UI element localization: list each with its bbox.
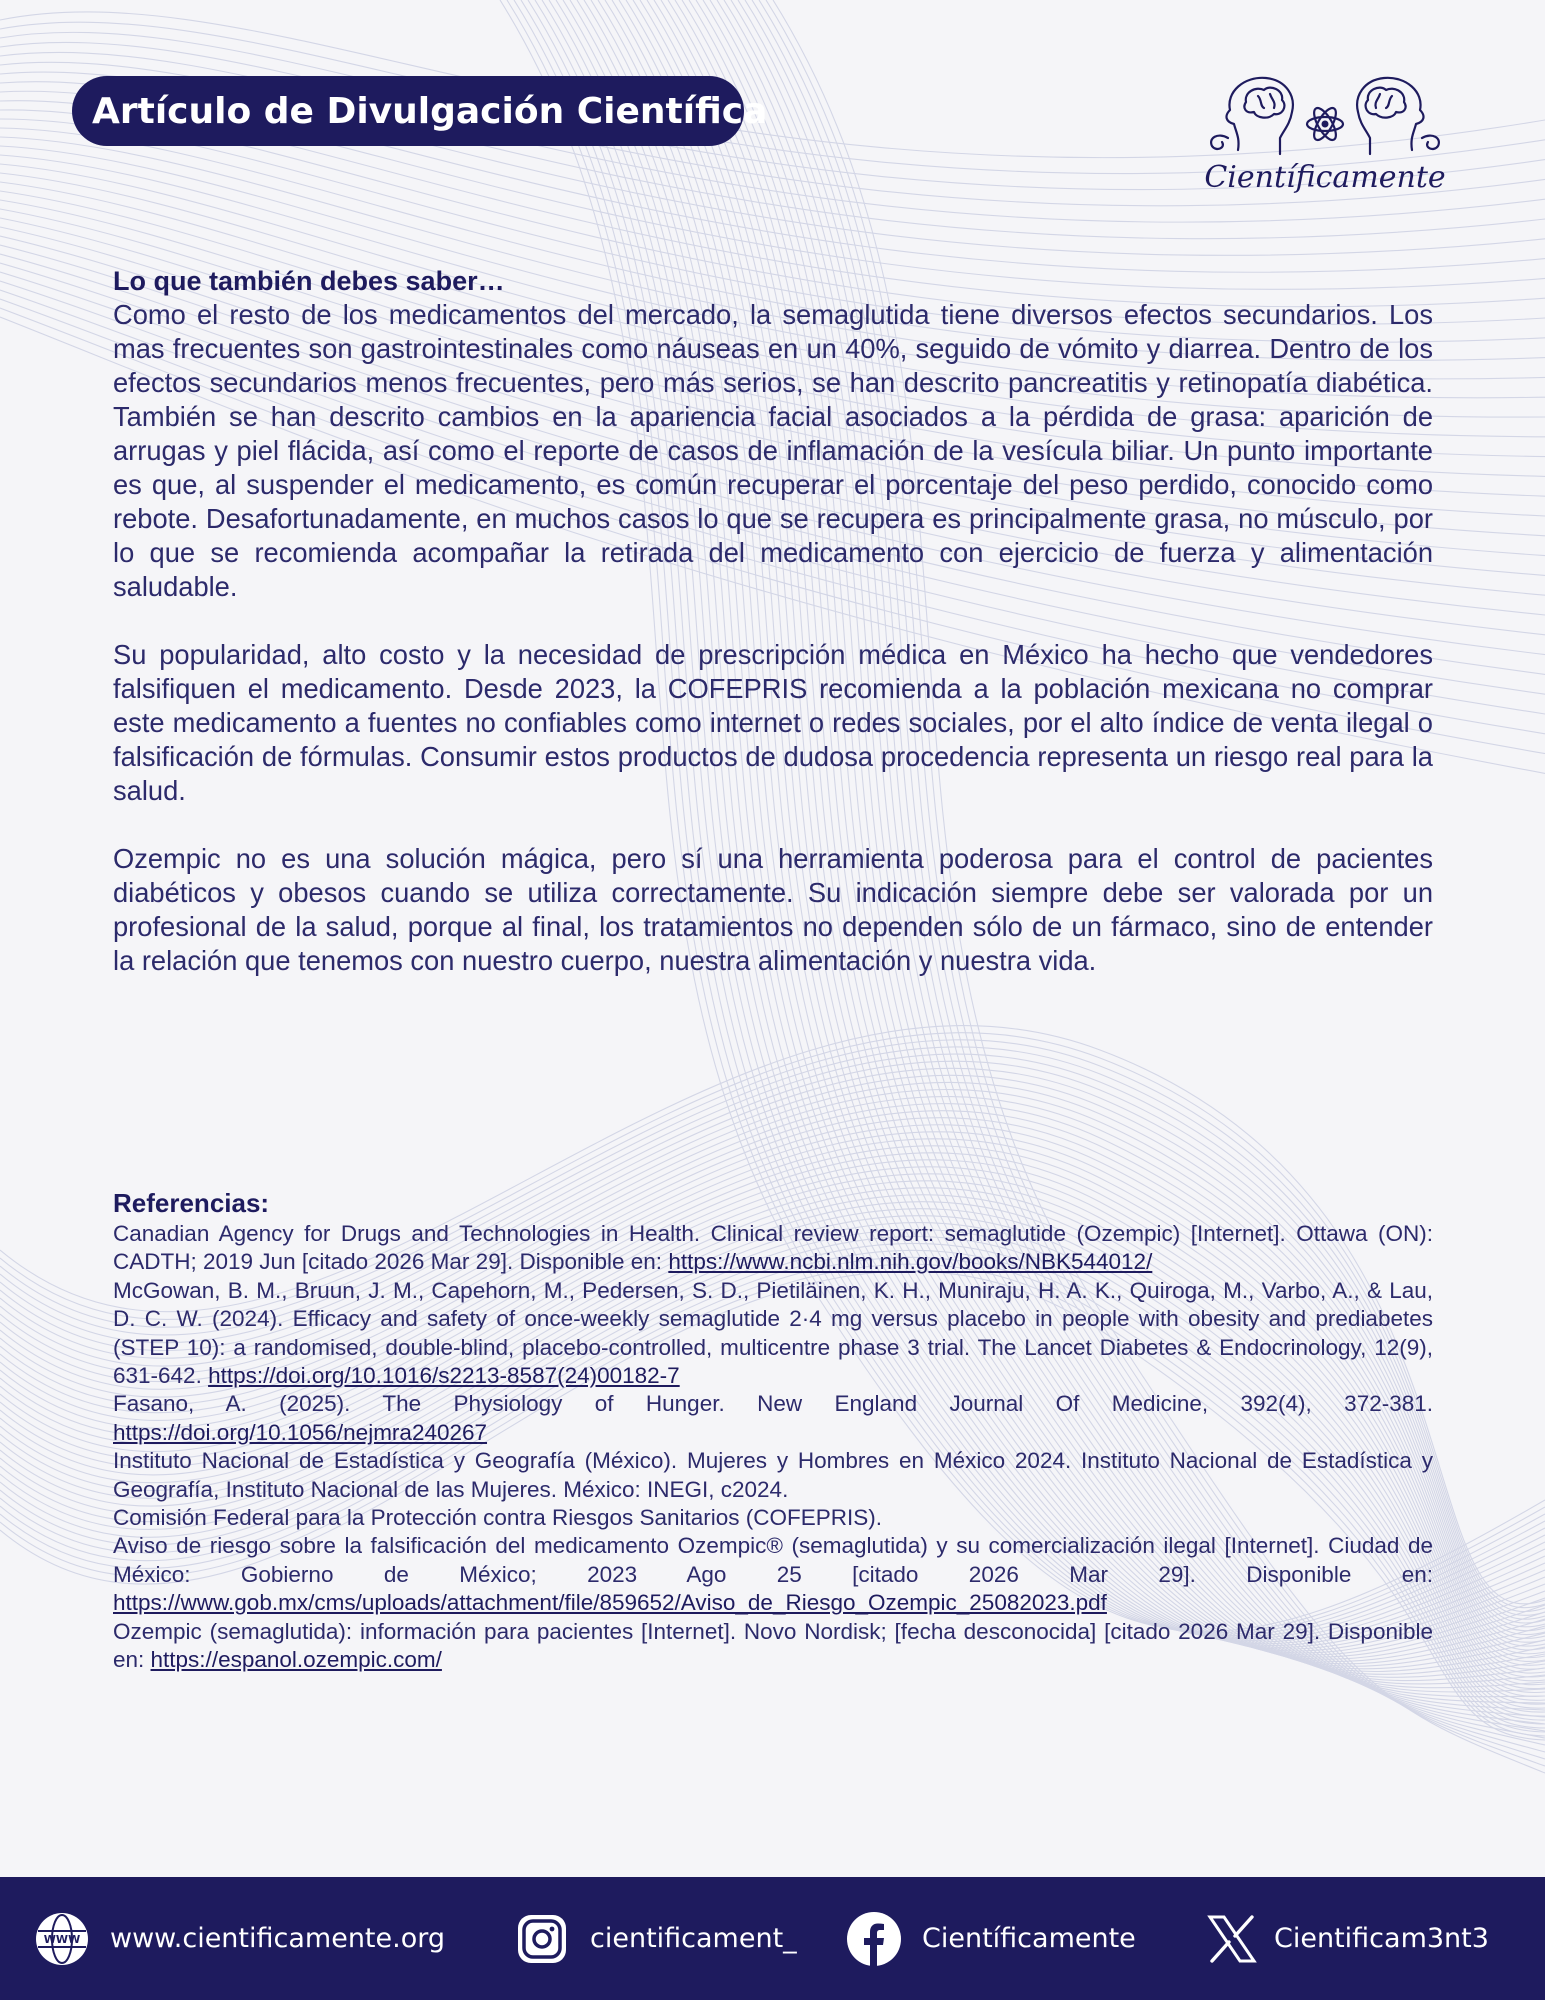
facebook-page[interactable]: Científicamente — [922, 1923, 1136, 1954]
page-title-badge — [72, 76, 768, 146]
page-title: Artículo de Divulgación Científica — [92, 90, 768, 132]
x-handle[interactable]: Cientificam3nt3 — [1274, 1923, 1489, 1954]
reference-item — [113, 1390, 1433, 1447]
reference-text: Comisión Federal para la Protección contra Riesgos Sanitarios (COFEPRIS). — [113, 1505, 883, 1531]
x-logo-icon — [1204, 1911, 1260, 1967]
reference-text: Aviso de riesgo sobre la falsificación del medicamento Ozempic® (semaglutida) y su comercialización ilegal [Internet]. Ciudad de México: Gobierno de México; 2023 Ago 25 [citado 2026 Mar 29]. Disponible en: — [113, 1533, 1433, 1587]
reference-link[interactable]: https://doi.org/10.1016/s2213-8587(24)00182-7 — [208, 1363, 680, 1389]
facebook-icon — [846, 1911, 902, 1967]
references-section — [113, 1186, 1433, 1675]
reference-text: Canadian Agency for Drugs and Technologies in Health. Clinical review report: semaglutide (Ozempic) [Internet]. Ottawa (ON): CADTH; 2019 Jun [citado 2026 Mar 29]. Disponible en: — [113, 1221, 1433, 1275]
reference-item — [113, 1220, 1433, 1277]
reference-item — [113, 1618, 1433, 1675]
reference-link[interactable]: https://espanol.ozempic.com/ — [150, 1647, 442, 1673]
reference-text: Fasano, A. (2025). The Physiology of Hunger. New England Journal Of Medicine, 392(4), 372-381. — [113, 1391, 1433, 1417]
instagram-handle[interactable]: cientificament_ — [590, 1923, 797, 1954]
instagram-icon — [514, 1911, 570, 1967]
reference-link[interactable]: https://www.ncbi.nlm.nih.gov/books/NBK544012/ — [668, 1249, 1153, 1275]
footer-x[interactable] — [1204, 1877, 1489, 2000]
reference-link[interactable]: https://doi.org/10.1056/nejmra240267 — [113, 1419, 488, 1445]
footer-bar — [0, 1877, 1545, 2000]
reference-text: Ozempic (semaglutida): información para pacientes [Internet]. Novo Nordisk; [fecha desconocida] [citado 2026 Mar 29]. Disponible en: — [113, 1618, 1433, 1673]
footer-website[interactable] — [34, 1877, 445, 2000]
brand-logo — [1200, 62, 1450, 212]
reference-item — [113, 1447, 1433, 1504]
footer-facebook[interactable] — [846, 1877, 1136, 2000]
reference-item — [113, 1277, 1433, 1391]
references-title: Referencias: — [113, 1188, 270, 1218]
reference-link[interactable]: https://www.gob.mx/cms/uploads/attachment/file/859652/Aviso_de_Riesgo_Ozempic_25082023.pdf — [113, 1590, 1107, 1616]
footer-instagram[interactable] — [514, 1877, 797, 2000]
paragraph-conclusion: Ozempic no es una solución mágica, pero sí una herramienta poderosa para el control de pacientes diabéticos y obesos cuando se utiliza correctamente. Su indicación siempre debe ser valorada por un profesional de la salud, porque al final, los tratamientos no dependen sólo de un fármaco, sino de entender la relación que tenemos con nuestro cuerpo, nuestra alimentación y nuestra vida. — [113, 843, 1433, 976]
reference-item — [113, 1532, 1433, 1617]
paragraph-falsification: Su popularidad, alto costo y la necesidad de prescripción médica en México ha hecho que vendedores falsifiquen el medicamento. Desde 2023, la COFEPRIS recomienda a la población mexicana no comprar este medicamento a fuentes no confiables como internet o redes sociales, por el alto índice de venta ilegal o falsificación de fórmulas. Consumir estos productos de dudosa procedencia representa un riesgo real para la salud. — [113, 639, 1433, 806]
two-brains-atom-icon — [1200, 62, 1450, 162]
section-title: Lo que también debes saber… — [113, 266, 505, 296]
brand-name: Científicamente — [1204, 160, 1446, 195]
reference-item — [113, 1504, 1433, 1532]
paragraph-side-effects: Como el resto de los medicamentos del mercado, la semaglutida tiene diversos efectos secundarios. Los mas frecuentes son gastrointestinales como náuseas en un 40%, seguido de vómito y diarrea. Dentro de los efectos secundarios menos frecuentes, pero más serios, se han descrito pancreatitis y retinopatía diabética. También se han descrito cambios en la apariencia facial asociados a la pérdida de grasa: aparición de arrugas y piel flácida, así como el reporte de casos de inflamación de la vesícula biliar. Un punto importante es que, al suspender el medicamento, es común recuperar el porcentaje del peso perdido, conocido como rebote. Desafortunadamente, en muchos casos lo que se recupera es principalmente grasa, no músculo, por lo que se recomienda acompañar la retirada del medicamento con ejercicio de fuerza y alimentación saludable. — [113, 299, 1433, 602]
reference-text: McGowan, B. M., Bruun, J. M., Capehorn, M., Pedersen, S. D., Pietiläinen, K. H., Muniraju, H. A. K., Quiroga, M., Varbo, A., & Lau, D. C. W. (2024). Efficacy and safety of once-weekly semaglutide 2·4 mg versus placebo in people with obesity and prediabetes (STEP 10): a randomised, double-blind, placebo-controlled, multicentre phase 3 trial. The Lancet Diabetes & Endocrinology, 12(9), 631-642. — [113, 1277, 1433, 1389]
globe-icon — [34, 1911, 90, 1967]
website-url[interactable]: www.cientificamente.org — [110, 1923, 445, 1954]
svg-text:WWW: WWW — [43, 1932, 81, 1946]
reference-text: Instituto Nacional de Estadística y Geografía (México). Mujeres y Hombres en México 2024. Instituto Nacional de Estadística y Geografía, Instituto Nacional de las Mujeres. México: INEGI, c2024. — [113, 1448, 1433, 1502]
article-body — [113, 264, 1433, 1012]
